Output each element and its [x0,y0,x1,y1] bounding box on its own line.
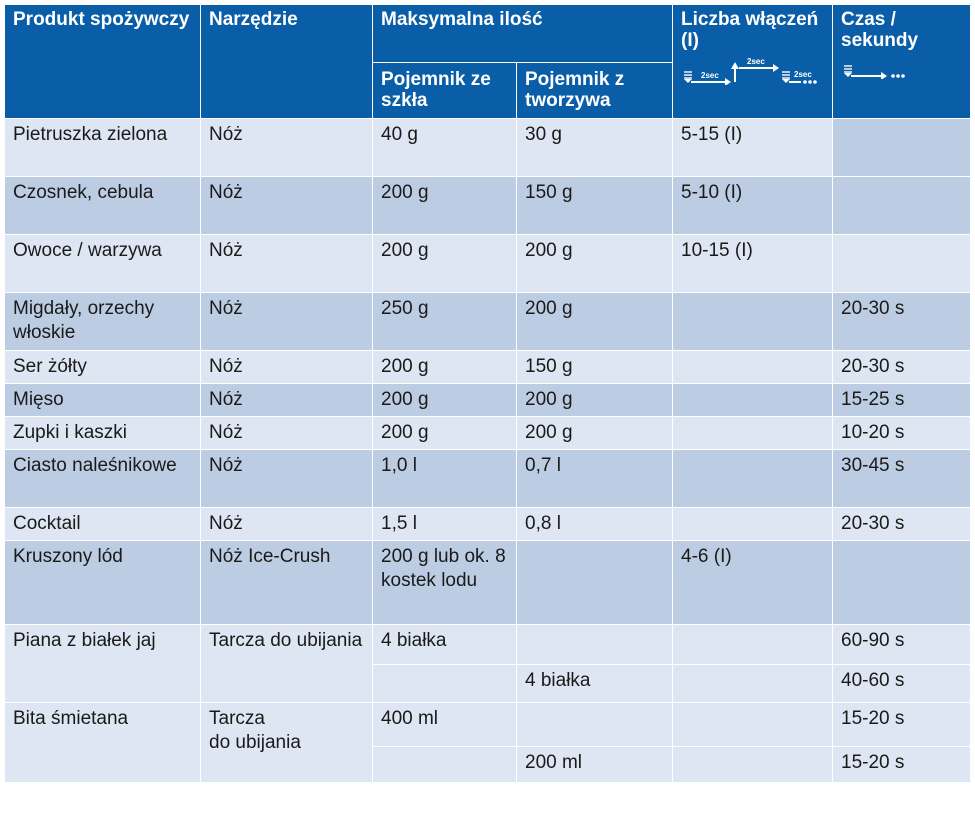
cell-plastic: 0,7 l [517,450,673,508]
cell-time: 40-60 s [833,665,971,703]
table-row [5,417,971,450]
cell-pulses [673,417,833,450]
cell-tool: Nóż [201,351,373,384]
pulse-sequence-icon [681,57,824,85]
cell-time: 20-30 s [833,351,971,384]
cell-time [833,177,971,235]
cell-time: 20-30 s [833,293,971,351]
cell-product: Czosnek, cebula [5,177,201,235]
header-glass: Pojemnik ze szkła [373,63,517,119]
table-row [5,384,971,417]
cell-time: 30-45 s [833,450,971,508]
cell-tool: Nóż Ice-Crush [201,541,373,625]
cell-tool: Tarcza do ubijania [201,703,373,783]
cell-tool: Nóż [201,384,373,417]
pulse-label-3: 2sec [794,70,812,79]
cell-plastic: 200 g [517,235,673,293]
cell-product: Cocktail [5,508,201,541]
table-row [5,235,971,293]
cell-time: 15-20 s [833,703,971,747]
cell-time [833,541,971,625]
cell-glass: 250 g [373,293,517,351]
cell-tool: Nóż [201,177,373,235]
cell-plastic [517,541,673,625]
table-row [5,625,971,665]
cell-time [833,119,971,177]
cell-time [833,235,971,293]
cell-tool: Tarcza do ubijania [201,625,373,703]
cell-product: Kruszony lód [5,541,201,625]
header-time [833,5,971,119]
cell-product: Ciasto naleśnikowe [5,450,201,508]
cell-product: Migdały, orzechy włoskie [5,293,201,351]
cell-time: 10-20 s [833,417,971,450]
cell-pulses [673,747,833,783]
cell-glass: 400 ml [373,703,517,747]
continuous-run-icon [841,57,962,79]
table-body [5,119,971,783]
cell-glass: 200 g [373,417,517,450]
header-product: Produkt spożywczy [5,5,201,119]
cell-pulses [673,508,833,541]
cell-time: 15-20 s [833,747,971,783]
cell-plastic: 200 g [517,417,673,450]
cell-pulses [673,450,833,508]
cell-tool: Nóż [201,450,373,508]
header-plastic: Pojemnik z tworzywa [517,63,673,119]
cell-plastic: 30 g [517,119,673,177]
cell-glass: 200 g [373,351,517,384]
cell-pulses: 10-15 (I) [673,235,833,293]
cell-glass [373,665,517,703]
cell-plastic: 200 g [517,384,673,417]
cell-pulses [673,351,833,384]
cell-tool: Nóż [201,508,373,541]
cell-pulses [673,625,833,665]
header-pulses [673,5,833,119]
cell-pulses [673,703,833,747]
cell-product: Pietruszka zielona [5,119,201,177]
cell-product: Owoce / warzywa [5,235,201,293]
cell-product: Piana z białek jaj [5,625,201,703]
cell-product: Mięso [5,384,201,417]
cell-plastic [517,703,673,747]
cell-tool: Nóż [201,293,373,351]
pulse-label-1: 2sec [701,71,719,80]
cell-glass: 200 g [373,384,517,417]
header-pulses-label: Liczba włączeń (I) [681,9,819,51]
header-tool: Narzędzie [201,5,373,119]
cell-tool: Nóż [201,235,373,293]
table-row [5,703,971,747]
cell-pulses: 5-15 (I) [673,119,833,177]
cell-plastic: 200 g [517,293,673,351]
cell-pulses: 4-6 (I) [673,541,833,625]
cell-glass: 40 g [373,119,517,177]
table-row [5,508,971,541]
cell-plastic: 150 g [517,177,673,235]
table-row [5,450,971,508]
cell-product: Ser żółty [5,351,201,384]
cell-pulses: 5-10 (I) [673,177,833,235]
cell-time: 60-90 s [833,625,971,665]
cell-glass [373,747,517,783]
cell-time: 15-25 s [833,384,971,417]
table-row [5,541,971,625]
table-row [5,119,971,177]
cell-pulses [673,293,833,351]
table-row [5,293,971,351]
cell-time: 20-30 s [833,508,971,541]
table-row [5,351,971,384]
table-row [5,177,971,235]
cell-glass: 4 białka [373,625,517,665]
cell-pulses [673,665,833,703]
cell-pulses [673,384,833,417]
header-max-amount: Maksymalna ilość [373,5,673,63]
cell-tool: Nóż [201,417,373,450]
cell-glass: 200 g lub ok. 8 kostek lodu [373,541,517,625]
cell-plastic: 150 g [517,351,673,384]
cell-plastic: 200 ml [517,747,673,783]
cell-plastic: 0,8 l [517,508,673,541]
processing-table [4,4,971,783]
cell-glass: 1,5 l [373,508,517,541]
header-time-label: Czas / sekundy [841,9,919,51]
pulse-label-2: 2sec [747,57,765,66]
cell-tool: Nóż [201,119,373,177]
cell-glass: 200 g [373,177,517,235]
cell-product: Zupki i kaszki [5,417,201,450]
cell-plastic [517,625,673,665]
cell-product: Bita śmietana [5,703,201,783]
cell-glass: 1,0 l [373,450,517,508]
cell-plastic: 4 białka [517,665,673,703]
cell-glass: 200 g [373,235,517,293]
